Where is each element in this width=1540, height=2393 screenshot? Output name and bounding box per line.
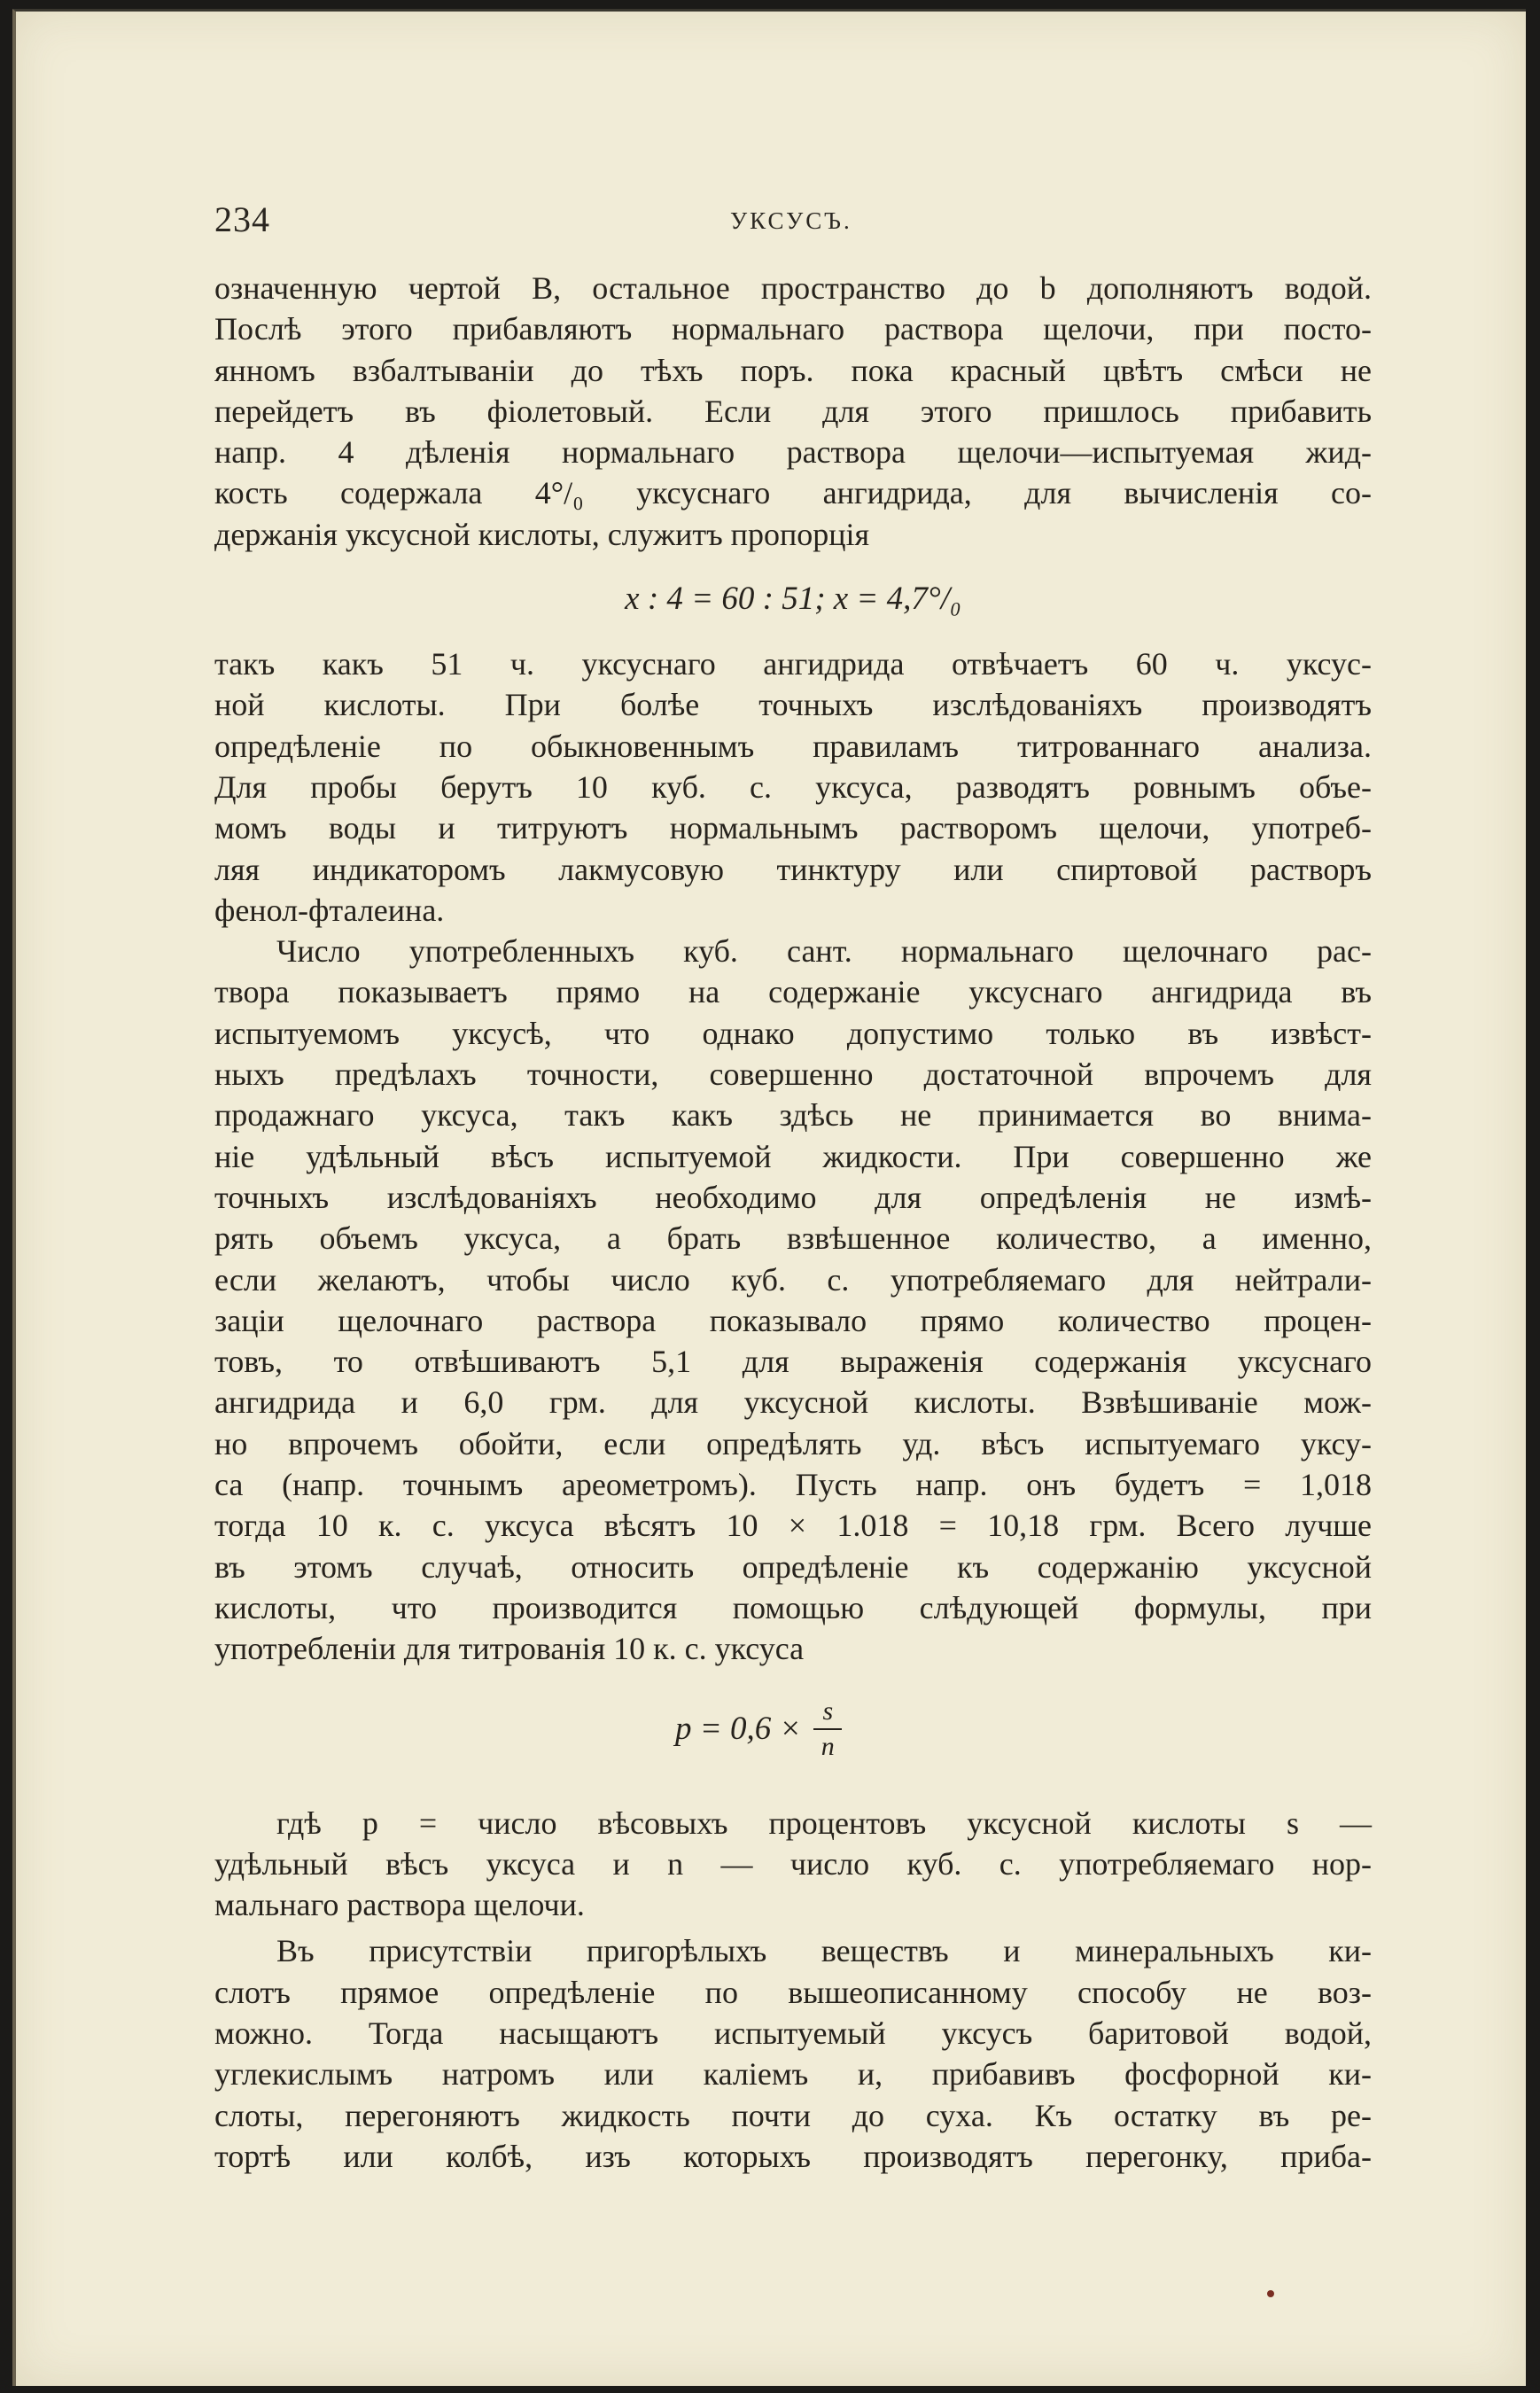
- text-line: такъ какъ 51 ч. уксуснаго ангидрида отвѣчаетъ 60 ч. уксус-: [214, 646, 1372, 682]
- text-line: Въ присутствіи пригорѣлыхъ веществъ и минеральныхъ ки-: [276, 1933, 1372, 1969]
- formula-lhs: p = 0,6 ×: [675, 1711, 802, 1747]
- text-line: слотъ прямое опредѣленіе по вышеописанному способу не воз-: [214, 1974, 1372, 2010]
- text-line: ніе удѣльный вѣсъ испытуемой жидкости. При совершенно же: [214, 1138, 1372, 1174]
- paragraph-5: [214, 1930, 1372, 2177]
- text-line: держанія уксусной кислоты, служитъ пропорція: [214, 516, 870, 552]
- proportion-formula: x : 4 = 60 : 51; x = 4,7°/₀: [625, 581, 961, 618]
- paragraph-2: [214, 643, 1372, 931]
- text-line: углекислымъ натромъ или каліемъ и, прибавивъ фосфорной ки-: [214, 2056, 1372, 2093]
- text-line: напр. 4 дѣленія нормальнаго раствора щелочи—испытуемая жид-: [214, 434, 1372, 471]
- text-line: продажнаго уксуса, такъ какъ здѣсь не принимается во внима-: [214, 1097, 1372, 1134]
- text-line: товъ, то отвѣшиваютъ 5,1 для выраженія содержанія уксуснаго: [214, 1344, 1372, 1380]
- text-line: са (напр. точнымъ ареометромъ). Пусть напр. онъ будетъ = 1,018: [214, 1467, 1372, 1503]
- formula-denominator: n: [821, 1731, 835, 1761]
- page-number: 234: [214, 199, 270, 239]
- text-line: заціи щелочнаго раствора показывало прямо количество процен-: [214, 1302, 1372, 1338]
- text-line: янномъ взбалтываніи до тѣхъ поръ. пока красный цвѣтъ смѣси не: [214, 352, 1372, 388]
- text-line: удѣльный вѣсъ уксуса и n — число куб. с. употребляемаго нор-: [214, 1845, 1372, 1882]
- text-line: точныхъ изслѣдованіяхъ необходимо для опредѣленія не измѣ-: [214, 1179, 1372, 1215]
- running-title: УКСУСЪ.: [730, 207, 852, 234]
- book-page: [12, 9, 1526, 2386]
- percentage-formula: [214, 1670, 1372, 1803]
- text-line: ангидрида и 6,0 грм. для уксусной кислоты. Взвѣшиваніе мож-: [214, 1384, 1372, 1421]
- text-line: момъ воды и титруютъ нормальнымъ растворомъ щелочи, употреб-: [214, 810, 1372, 846]
- text-line: перейдетъ въ фіолетовый. Если для этого пришлось прибавить: [214, 393, 1372, 429]
- text-line: испытуемомъ уксусѣ, что однако допустимо только въ извѣст-: [214, 1015, 1372, 1051]
- text-line: ной кислоты. При болѣе точныхъ изслѣдованіяхъ производятъ: [214, 687, 1372, 723]
- text-line: твора показываетъ прямо на содержаніе уксуснаго ангидрида въ: [214, 974, 1372, 1010]
- text-line: кислоты, что производится помощью слѣдующей формулы, при: [214, 1589, 1372, 1625]
- text-line: тортѣ или колбѣ, изъ которыхъ производятъ перегонку, приба-: [214, 2138, 1372, 2174]
- text-line: можно. Тогда насыщаютъ испытуемый уксусъ баритовой водой,: [214, 2015, 1372, 2051]
- paragraph-4: [214, 1803, 1372, 1926]
- text-line: если желаютъ, чтобы число куб. с. употребляемаго для нейтрали-: [214, 1261, 1372, 1298]
- body-text: [214, 268, 1372, 2177]
- text-line: ляя индикаторомъ лакмусовую тинктуру или спиртовой растворъ: [214, 851, 1372, 887]
- text-line: кость содержала 4°/₀ уксуснаго ангидрида, для вычисленія со-: [214, 475, 1372, 511]
- page-header: [214, 199, 1366, 243]
- formula-fraction: [813, 1695, 842, 1764]
- text-line: тогда 10 к. с. уксуса вѣсятъ 10 × 1.018 = 10,18 грм. Всего лучше: [214, 1508, 1372, 1544]
- ink-speck: [1267, 2290, 1274, 2297]
- paragraph-1: [214, 268, 1372, 555]
- text-line: мальнаго раствора щелочи.: [214, 1887, 585, 1923]
- text-line: гдѣ p = число вѣсовыхъ процентовъ уксусной кислоты s —: [276, 1804, 1372, 1841]
- text-line: но впрочемъ обойти, если опредѣлять уд. вѣсъ испытуемаго уксу-: [214, 1425, 1372, 1462]
- formula-numerator: s: [813, 1695, 842, 1730]
- text-line: Число употребленныхъ куб. сант. нормальнаго щелочнаго рас-: [276, 933, 1372, 970]
- text-line: Для пробы берутъ 10 куб. с. уксуса, разводятъ ровнымъ объе-: [214, 768, 1372, 805]
- text-line: рять объемъ уксуса, а брать взвѣшенное количество, а именно,: [214, 1220, 1372, 1257]
- text-line: слоты, перегоняютъ жидкость почти до суха. Къ остатку въ ре-: [214, 2097, 1372, 2133]
- text-line: въ этомъ случаѣ, относить опредѣленіе къ содержанію уксусной: [214, 1548, 1372, 1585]
- text-line: опредѣленіе по обыкновеннымъ правиламъ титрованнаго анализа.: [214, 728, 1372, 764]
- text-line: Послѣ этого прибавляютъ нормальнаго раствора щелочи, при посто-: [214, 311, 1372, 347]
- paragraph-3: [214, 931, 1372, 1669]
- text-line: фенол-фталеина.: [214, 892, 445, 928]
- text-line: ныхъ предѣлахъ точности, совершенно достаточной впрочемъ для: [214, 1056, 1372, 1093]
- text-line: употребленіи для титрованія 10 к. с. уксуса: [214, 1631, 805, 1667]
- text-line: означенную чертой В, остальное пространство до b дополняютъ водой.: [214, 270, 1372, 306]
